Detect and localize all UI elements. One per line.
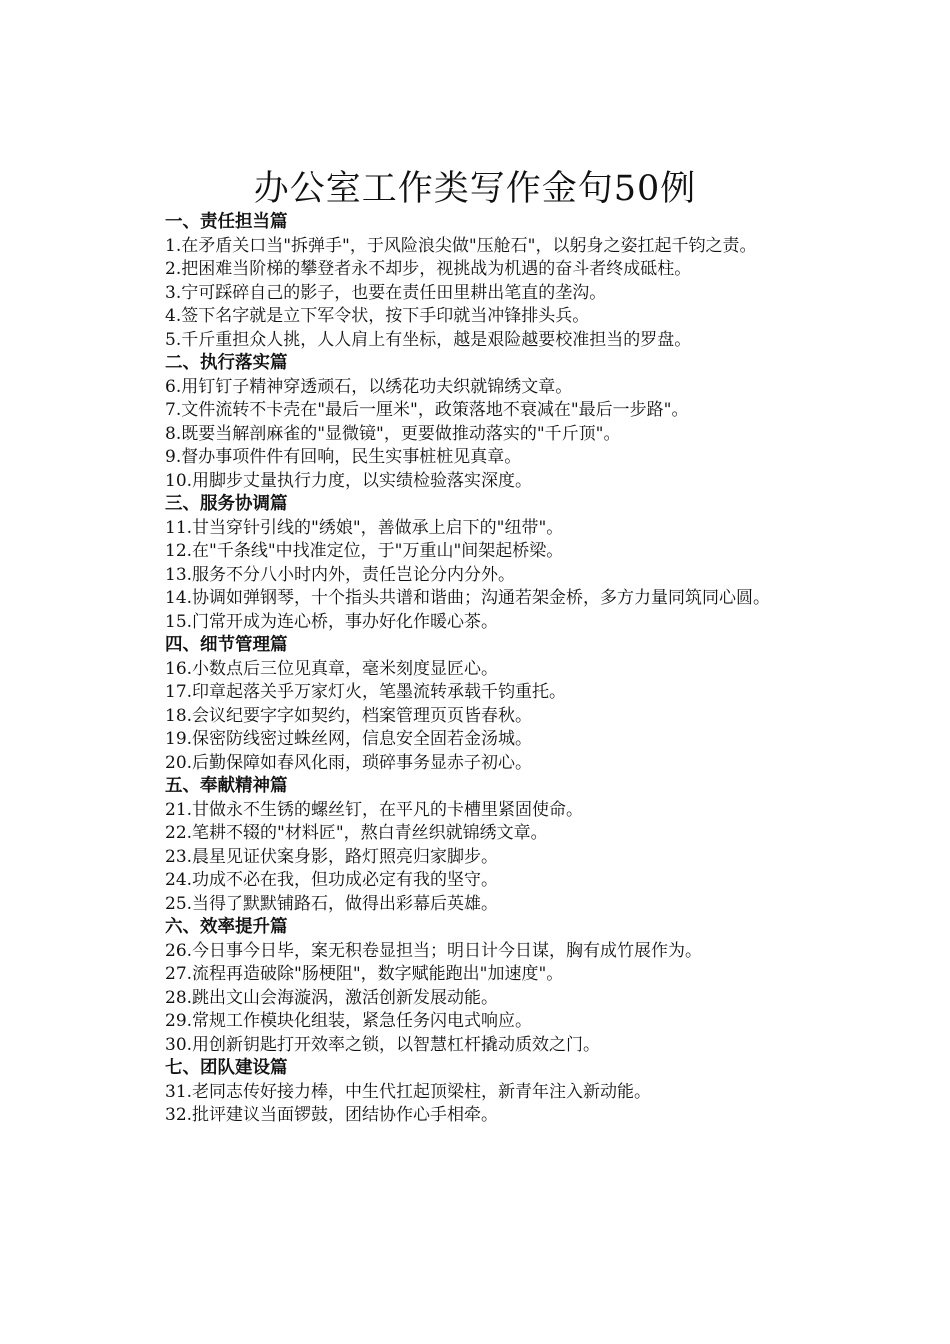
section-heading: 五、奉献精神篇 (165, 776, 288, 796)
list-item: 23.晨星见证伏案身影，路灯照亮归家脚步。 (165, 846, 499, 867)
document-title: 办公室工作类写作金句50例 (253, 169, 697, 209)
document-body (133, 211, 835, 1128)
list-item: 30.用创新钥匙打开效率之锁，以智慧杠杆撬动质效之门。 (165, 1034, 601, 1055)
list-item: 11.甘当穿针引线的"绣娘"，善做承上启下的"纽带"。 (165, 517, 564, 538)
list-item: 9.督办事项件件有回响，民生实事桩桩见真章。 (165, 447, 522, 467)
list-item: 19.保密防线密过蛛丝网，信息安全固若金汤城。 (165, 729, 533, 749)
section-execution (133, 352, 835, 493)
list-item: 21.甘做永不生锈的螺丝钉，在平凡的卡槽里紧固使命。 (165, 799, 584, 820)
section-heading: 四、细节管理篇 (165, 635, 288, 655)
list-item: 12.在"千条线"中找准定位，于"万重山"间架起桥梁。 (165, 541, 564, 561)
list-item: 10.用脚步丈量执行力度，以实绩检验落实深度。 (165, 470, 533, 491)
section-heading: 六、效率提升篇 (165, 917, 288, 937)
list-item: 25.当得了默默铺路石，做得出彩幕后英雄。 (165, 893, 499, 914)
section-responsibility (133, 211, 835, 352)
list-item: 6.用钉钉子精神穿透顽石，以绣花功夫织就锦绣文章。 (165, 376, 573, 397)
list-item: 3.宁可踩碎自己的影子，也要在责任田里耕出笔直的垄沟。 (165, 282, 607, 303)
list-item: 7.文件流转不卡壳在"最后一厘米"，政策落地不衰减在"最后一步路"。 (165, 400, 689, 420)
list-item: 24.功成不必在我，但功成必定有我的坚守。 (165, 870, 499, 890)
section-heading: 七、团队建设篇 (165, 1058, 288, 1078)
list-item: 13.服务不分八小时内外，责任岂论分内分外。 (165, 564, 516, 585)
section-heading: 三、服务协调篇 (165, 494, 288, 514)
section-heading: 二、执行落实篇 (165, 353, 288, 373)
list-item: 4.签下名字就是立下军令状，按下手印就当冲锋排头兵。 (165, 306, 590, 326)
list-item: 20.后勤保障如春风化雨，琐碎事务显赤子初心。 (165, 752, 533, 773)
list-item: 8.既要当解剖麻雀的"显微镜"，更要做推动落实的"千斤顶"。 (165, 423, 621, 444)
section-heading: 一、责任担当篇 (165, 212, 288, 232)
list-item: 17.印章起落关乎万家灯火，笔墨流转承载千钧重托。 (165, 682, 567, 702)
list-item: 15.门常开成为连心桥，事办好化作暖心茶。 (165, 611, 499, 632)
list-item: 26.今日事今日毕，案无积卷显担当；明日计今日谋，胸有成竹展作为。 (165, 940, 703, 961)
section-efficiency (133, 916, 835, 1057)
list-item: 32.批评建议当面锣鼓，团结协作心手相牵。 (165, 1105, 499, 1125)
section-dedication (133, 775, 835, 916)
list-item: 31.老同志传好接力棒，中生代扛起顶梁柱，新青年注入新动能。 (165, 1081, 652, 1102)
list-item: 27.流程再造破除"肠梗阻"，数字赋能跑出"加速度"。 (165, 964, 564, 984)
list-item: 29.常规工作模块化组装，紧急任务闪电式响应。 (165, 1011, 533, 1031)
section-detail (133, 634, 835, 775)
list-item: 28.跳出文山会海漩涡，激活创新发展动能。 (165, 987, 499, 1008)
list-item: 18.会议纪要字字如契约，档案管理页页皆春秋。 (165, 705, 533, 726)
list-item: 2.把困难当阶梯的攀登者永不却步，视挑战为机遇的奋斗者终成砥柱。 (165, 259, 692, 279)
section-service (133, 493, 835, 634)
list-item: 16.小数点后三位见真章，毫米刻度显匠心。 (165, 658, 499, 679)
list-item: 5.千斤重担众人挑，人人肩上有坐标，越是艰险越要校准担当的罗盘。 (165, 329, 692, 350)
list-item: 22.笔耕不辍的"材料匠"，熬白青丝织就锦绣文章。 (165, 823, 548, 843)
list-item: 14.协调如弹钢琴，十个指头共谱和谐曲；沟通若架金桥，多方力量同筑同心圆。 (165, 588, 771, 608)
section-team (133, 1057, 835, 1128)
list-item: 1.在矛盾关口当"拆弹手"，于风险浪尖做"压舱石"，以躬身之姿扛起千钧之责。 (165, 235, 757, 256)
